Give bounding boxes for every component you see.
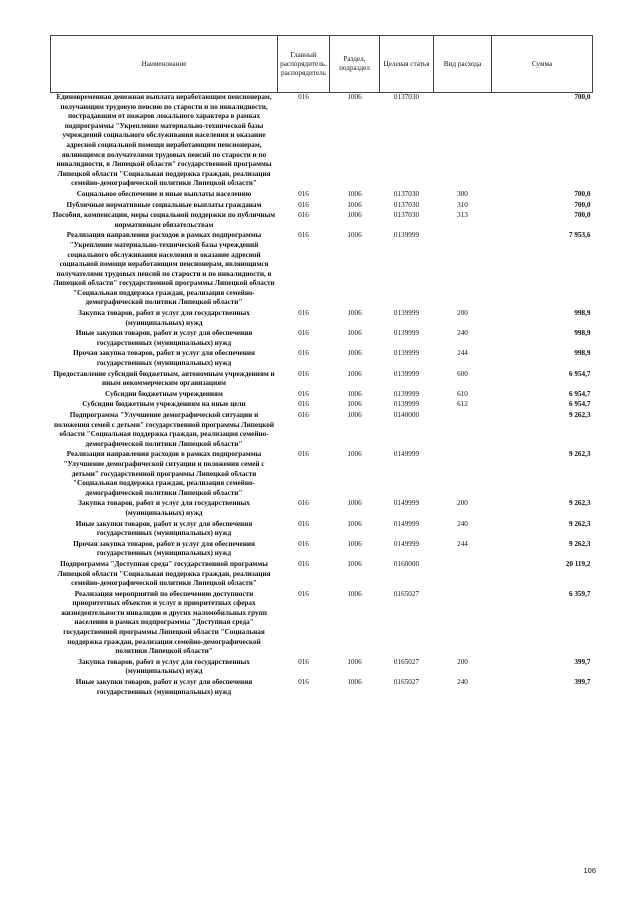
header-row xyxy=(51,36,593,93)
cell-expense: 612 xyxy=(457,400,468,409)
cell-name: Прочая закупка товаров, работ и услуг для обеспечения государственных (муниципальных) нужд xyxy=(73,349,255,368)
cell-sum: 399,7 xyxy=(574,657,591,666)
cell-expense xyxy=(434,231,492,309)
cell-sum: 9 262,3 xyxy=(568,539,591,548)
cell-expense: 240 xyxy=(457,329,468,338)
table-row xyxy=(51,658,593,678)
cell-name: Закупка товаров, работ и услуг для государственных (муниципальных) нужд xyxy=(78,499,250,517)
cell-admin: 016 xyxy=(298,678,309,687)
cell-section: 1006 xyxy=(347,189,362,198)
cell-name: Реализация направления расходов в рамках подпрограммы "Укрепление материально-технической базы учреждений социального обслуживания населения и оказание адресной социальной помощи неработающим пенсионерам, являющимся получателями трудовых пенсий по старости и по инвалидности, в Липецкой области" государственной программы Липецкой области "Социальная поддержка граждан, реализация семейно-демографической политики Липецкой области" xyxy=(53,231,275,307)
table-row xyxy=(51,560,593,590)
cell-target: 0139999 xyxy=(393,400,420,409)
cell-admin: 016 xyxy=(298,389,309,398)
cell-section: 1006 xyxy=(347,200,362,209)
cell-sum: 700,0 xyxy=(574,211,591,220)
cell-section: 1006 xyxy=(347,539,362,548)
cell-admin: 016 xyxy=(298,200,309,209)
cell-expense: 313 xyxy=(457,211,468,220)
cell-sum: 6 954,7 xyxy=(568,400,591,409)
table-row xyxy=(51,329,593,349)
cell-section: 1006 xyxy=(347,309,362,318)
cell-section: 1006 xyxy=(347,678,362,687)
cell-name: Иные закупки товаров, работ и услуг для обеспечения государственных (муниципальных) нужд xyxy=(75,329,253,347)
cell-sum: 6 954,7 xyxy=(568,389,591,398)
table-row xyxy=(51,390,593,401)
cell-name: Реализация направления расходов в рамках подпрограммы "Улучшение демографической ситуации и положения семей с детьми" государственной программы Липецкой области "Социальная поддержка граждан, реализация семейно-демографической политики Липецкой области" xyxy=(63,450,265,497)
cell-target: 0149999 xyxy=(393,499,420,508)
cell-target: 0165027 xyxy=(393,589,420,598)
cell-target: 0139999 xyxy=(393,389,420,398)
cell-target: 0140000 xyxy=(393,411,420,419)
cell-target: 0139999 xyxy=(393,231,420,240)
cell-section: 1006 xyxy=(347,369,362,378)
cell-section: 1006 xyxy=(347,589,362,598)
cell-expense: 200 xyxy=(457,499,468,508)
cell-section: 1006 xyxy=(347,450,362,459)
cell-section: 1006 xyxy=(347,400,362,409)
cell-target: 0137030 xyxy=(393,189,420,198)
cell-name: Социальное обеспечение и иные выплаты населению xyxy=(76,189,252,198)
cell-admin: 016 xyxy=(298,329,309,338)
cell-sum: 9 262,3 xyxy=(568,411,591,419)
cell-expense: 600 xyxy=(457,369,468,378)
cell-name: Субсидии бюджетным учреждениям на иные цели xyxy=(82,400,246,409)
cell-target: 0139999 xyxy=(393,369,420,378)
cell-admin: 016 xyxy=(298,231,309,240)
header-sum: Сумма xyxy=(492,36,593,93)
cell-target: 0160000 xyxy=(393,559,420,568)
cell-target: 0137030 xyxy=(393,211,420,220)
table-row xyxy=(51,590,593,658)
table-row xyxy=(51,400,593,411)
cell-sum: 700,0 xyxy=(574,93,591,101)
cell-target: 0139999 xyxy=(393,329,420,338)
cell-target: 0149999 xyxy=(393,519,420,528)
cell-name: Прочая закупка товаров, работ и услуг для обеспечения государственных (муниципальных) нужд xyxy=(73,539,255,558)
budget-table xyxy=(50,35,593,698)
cell-expense: 244 xyxy=(457,539,468,548)
table-row xyxy=(51,411,593,450)
cell-target: 0149999 xyxy=(393,450,420,459)
header-name: Наименование xyxy=(51,36,278,93)
table-body xyxy=(51,93,593,699)
cell-sum: 9 262,3 xyxy=(568,450,591,459)
table-row xyxy=(51,520,593,540)
cell-expense: 200 xyxy=(457,657,468,666)
cell-sum: 7 953,6 xyxy=(568,231,591,240)
header-section: Раздел, подраздел xyxy=(330,36,380,93)
table-row xyxy=(51,450,593,499)
table-row xyxy=(51,201,593,212)
cell-name: Единовременная денежная выплата неработающим пенсионерам, получающим трудовую пенсию по старости и по инвалидности, пострадавшим от пожаров локального характера в рамках подпрограммы "Укрепление материально-технической базы учреждений социального обслуживания населения и оказание адресной социальной помощи неработающим пенсионерам, являющимся получателями трудовых пенсий по старости и по инвалидности, в Липецкой области" государственной программы Липецкой области "Социальная поддержка граждан, реализация семейно-демографической политики Липецкой области" xyxy=(56,93,272,188)
cell-admin: 016 xyxy=(298,499,309,508)
cell-sum: 998,9 xyxy=(574,349,591,358)
cell-name: Иные закупки товаров, работ и услуг для обеспечения государственных (муниципальных) нужд xyxy=(75,519,253,538)
cell-section: 1006 xyxy=(347,211,362,220)
cell-admin: 016 xyxy=(298,657,309,666)
table-row xyxy=(51,231,593,309)
cell-expense xyxy=(434,93,492,190)
cell-name: Подпрограмма "Доступная среда" государственной программы Липецкой области "Социальная поддержка граждан, реализация семейно-демографической политики Липецкой области" xyxy=(57,559,271,588)
cell-admin: 016 xyxy=(298,369,309,378)
cell-section: 1006 xyxy=(347,349,362,358)
table-header xyxy=(51,36,593,93)
cell-name: Закупка товаров, работ и услуг для государственных (муниципальных) нужд xyxy=(78,657,250,676)
table-row xyxy=(51,370,593,390)
cell-expense: 240 xyxy=(457,678,468,687)
cell-sum: 700,0 xyxy=(574,189,591,198)
cell-target: 0137030 xyxy=(393,93,420,101)
cell-admin: 016 xyxy=(298,400,309,409)
cell-target: 0149999 xyxy=(393,539,420,548)
cell-admin: 016 xyxy=(298,411,309,419)
cell-target: 0165027 xyxy=(393,657,420,666)
cell-expense: 240 xyxy=(457,519,468,528)
cell-name: Предоставление субсидий бюджетным, автономным учреждениям и иным некоммерческим организациям xyxy=(53,369,275,388)
cell-sum: 20 119,2 xyxy=(565,559,591,568)
cell-target: 0137030 xyxy=(393,200,420,209)
cell-admin: 016 xyxy=(298,93,309,101)
table-row xyxy=(51,309,593,329)
cell-sum: 9 262,3 xyxy=(568,499,591,508)
header-admin: Главный распорядитель, распорядитель xyxy=(278,36,330,93)
page-number: 106 xyxy=(583,866,596,875)
cell-expense: 310 xyxy=(457,200,468,209)
cell-section: 1006 xyxy=(347,657,362,666)
cell-expense xyxy=(434,450,492,499)
cell-admin: 016 xyxy=(298,539,309,548)
table-row xyxy=(51,540,593,560)
cell-admin: 016 xyxy=(298,211,309,220)
cell-expense: 300 xyxy=(457,189,468,198)
table-row xyxy=(51,211,593,231)
cell-name: Закупка товаров, работ и услуг для государственных (муниципальных) нужд xyxy=(78,309,250,327)
cell-sum: 6 954,7 xyxy=(568,369,591,378)
cell-sum: 9 262,3 xyxy=(568,519,591,528)
cell-admin: 016 xyxy=(298,589,309,598)
cell-expense xyxy=(434,411,492,450)
cell-expense: 200 xyxy=(457,309,468,318)
cell-expense xyxy=(434,560,492,590)
cell-target: 0139999 xyxy=(393,349,420,358)
cell-section: 1006 xyxy=(347,93,362,101)
table-row xyxy=(51,678,593,698)
table-row xyxy=(51,499,593,519)
cell-admin: 016 xyxy=(298,189,309,198)
cell-section: 1006 xyxy=(347,389,362,398)
cell-sum: 399,7 xyxy=(574,678,591,687)
cell-name: Иные закупки товаров, работ и услуг для обеспечения государственных (муниципальных) нужд xyxy=(75,678,253,696)
table-row xyxy=(51,349,593,369)
cell-name: Пособия, компенсации, меры социальной поддержки по публичным нормативным обязательствам xyxy=(52,211,276,229)
cell-sum: 700,0 xyxy=(574,200,591,209)
cell-sum: 998,9 xyxy=(574,309,591,318)
cell-section: 1006 xyxy=(347,411,362,419)
cell-name: Публичные нормативные социальные выплаты гражданам xyxy=(66,200,262,209)
cell-section: 1006 xyxy=(347,329,362,338)
cell-target: 0139999 xyxy=(393,309,420,318)
cell-admin: 016 xyxy=(298,349,309,358)
cell-sum: 6 359,7 xyxy=(568,589,591,598)
table-row xyxy=(51,190,593,201)
cell-expense xyxy=(434,590,492,658)
cell-admin: 016 xyxy=(298,309,309,318)
cell-target: 0165027 xyxy=(393,678,420,687)
cell-name: Реализация мероприятий по обеспечению доступности приоритетных объектов и услуг в приоритетных сферах жизнедеятельности инвалидов и других маломобильных групп населения в рамках подпрограммы "Доступная среда" государственной программы Липецкой области "Социальная поддержка граждан, реализация семейно-демографической политики Липецкой области" xyxy=(61,589,267,656)
cell-admin: 016 xyxy=(298,559,309,568)
cell-admin: 016 xyxy=(298,450,309,459)
cell-sum: 998,9 xyxy=(574,329,591,338)
cell-admin: 016 xyxy=(298,519,309,528)
cell-name: Подпрограмма "Улучшение демографической ситуации и положения семей с детьми" государственной программы Липецкой области "Социальная поддержка граждан, реализация семейно-демографической политики Липецкой области" xyxy=(53,411,275,448)
header-expense: Вид расхода xyxy=(434,36,492,93)
cell-name: Субсидии бюджетным учреждениям xyxy=(105,389,223,398)
cell-section: 1006 xyxy=(347,559,362,568)
cell-expense: 610 xyxy=(457,389,468,398)
header-target: Целевая статья xyxy=(380,36,434,93)
table-row xyxy=(51,93,593,190)
cell-section: 1006 xyxy=(347,231,362,240)
cell-section: 1006 xyxy=(347,519,362,528)
cell-expense: 244 xyxy=(457,349,468,358)
cell-section: 1006 xyxy=(347,499,362,508)
